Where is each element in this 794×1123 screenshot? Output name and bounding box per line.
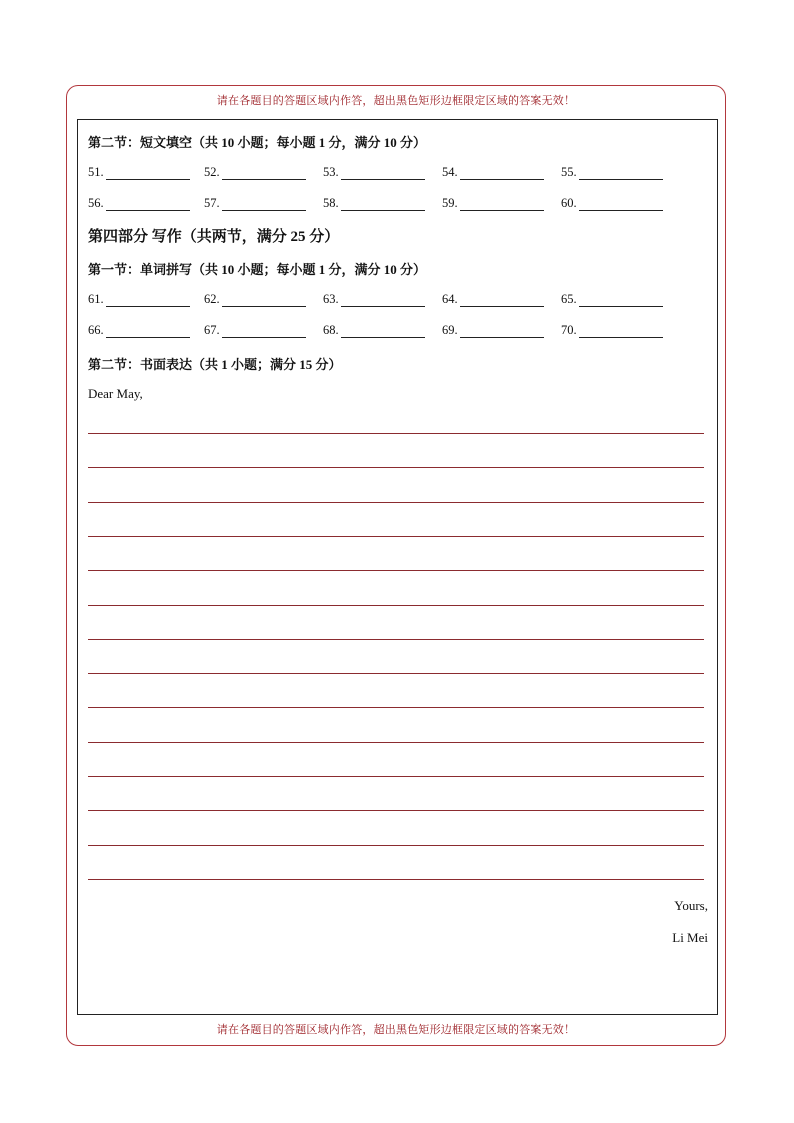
question-number: 58. <box>323 196 339 210</box>
writing-line[interactable] <box>88 536 704 537</box>
question-number: 54. <box>442 165 458 179</box>
warning-notice-top: 请在各题目的答题区域内作答，超出黑色矩形边框限定区域的答案无效！ <box>216 94 576 107</box>
writing-line[interactable] <box>88 845 704 846</box>
question-number: 59. <box>442 196 458 210</box>
question-number: 65. <box>561 292 577 306</box>
question-number: 67. <box>204 323 220 337</box>
writing-line[interactable] <box>88 467 704 468</box>
answer-line <box>106 210 190 211</box>
answer-line <box>579 210 663 211</box>
answer-blank-55[interactable] <box>561 164 679 180</box>
answer-blank-54[interactable] <box>442 164 560 180</box>
question-number: 55. <box>561 165 577 179</box>
writing-line[interactable] <box>88 639 704 640</box>
question-number: 70. <box>561 323 577 337</box>
question-number: 61. <box>88 292 104 306</box>
question-number: 69. <box>442 323 458 337</box>
writing-line[interactable] <box>88 502 704 503</box>
answer-blank-53[interactable] <box>323 164 441 180</box>
question-number: 64. <box>442 292 458 306</box>
writing-line[interactable] <box>88 673 704 674</box>
answer-box <box>77 119 718 1015</box>
question-number: 60. <box>561 196 577 210</box>
question-number: 56. <box>88 196 104 210</box>
answer-area-frame <box>66 85 726 1046</box>
question-number: 63. <box>323 292 339 306</box>
answer-line <box>460 337 544 338</box>
answer-line <box>341 306 425 307</box>
writing-line[interactable] <box>88 433 704 434</box>
answer-blank-60[interactable] <box>561 195 679 211</box>
answer-blank-57[interactable] <box>204 195 322 211</box>
answer-line <box>460 210 544 211</box>
question-number: 66. <box>88 323 104 337</box>
answer-blank-51[interactable] <box>88 164 206 180</box>
letter-salutation: Dear May, <box>88 386 143 401</box>
writing-line[interactable] <box>88 879 704 880</box>
answer-blank-64[interactable] <box>442 291 560 307</box>
answer-line <box>460 306 544 307</box>
question-number: 51. <box>88 165 104 179</box>
writing-line[interactable] <box>88 707 704 708</box>
answer-blank-70[interactable] <box>561 322 679 338</box>
section-cloze-title: 第二节：短文填空（共 10 小题；每小题 1 分，满分 10 分） <box>88 135 427 150</box>
writing-line[interactable] <box>88 605 704 606</box>
answer-blank-52[interactable] <box>204 164 322 180</box>
answer-line <box>222 337 306 338</box>
answer-blank-63[interactable] <box>323 291 441 307</box>
question-number: 52. <box>204 165 220 179</box>
letter-signature: Li Mei <box>672 930 708 945</box>
answer-blank-66[interactable] <box>88 322 206 338</box>
answer-blank-68[interactable] <box>323 322 441 338</box>
answer-blank-58[interactable] <box>323 195 441 211</box>
writing-line[interactable] <box>88 742 704 743</box>
part-four-title: 第四部分 写作（共两节，满分 25 分） <box>88 229 340 245</box>
answer-line <box>222 306 306 307</box>
question-number: 53. <box>323 165 339 179</box>
answer-line <box>341 337 425 338</box>
question-number: 68. <box>323 323 339 337</box>
answer-blank-56[interactable] <box>88 195 206 211</box>
writing-line[interactable] <box>88 810 704 811</box>
section-spelling-title: 第一节：单词拼写（共 10 小题；每小题 1 分，满分 10 分） <box>88 262 427 277</box>
answer-line <box>341 179 425 180</box>
answer-line <box>579 179 663 180</box>
question-number: 57. <box>204 196 220 210</box>
answer-line <box>106 306 190 307</box>
question-number: 62. <box>204 292 220 306</box>
answer-line <box>222 179 306 180</box>
answer-blank-69[interactable] <box>442 322 560 338</box>
answer-blank-67[interactable] <box>204 322 322 338</box>
answer-line <box>106 337 190 338</box>
answer-blank-62[interactable] <box>204 291 322 307</box>
answer-line <box>460 179 544 180</box>
letter-closing: Yours, <box>674 898 708 913</box>
writing-line[interactable] <box>88 776 704 777</box>
answer-line <box>579 337 663 338</box>
answer-blank-59[interactable] <box>442 195 560 211</box>
writing-line[interactable] <box>88 570 704 571</box>
answer-line <box>579 306 663 307</box>
answer-blank-65[interactable] <box>561 291 679 307</box>
answer-line <box>222 210 306 211</box>
answer-line <box>106 179 190 180</box>
section-writing-title: 第二节：书面表达（共 1 小题；满分 15 分） <box>88 357 342 372</box>
answer-line <box>341 210 425 211</box>
warning-notice-bottom: 请在各题目的答题区域内作答，超出黑色矩形边框限定区域的答案无效！ <box>216 1023 576 1036</box>
answer-blank-61[interactable] <box>88 291 206 307</box>
